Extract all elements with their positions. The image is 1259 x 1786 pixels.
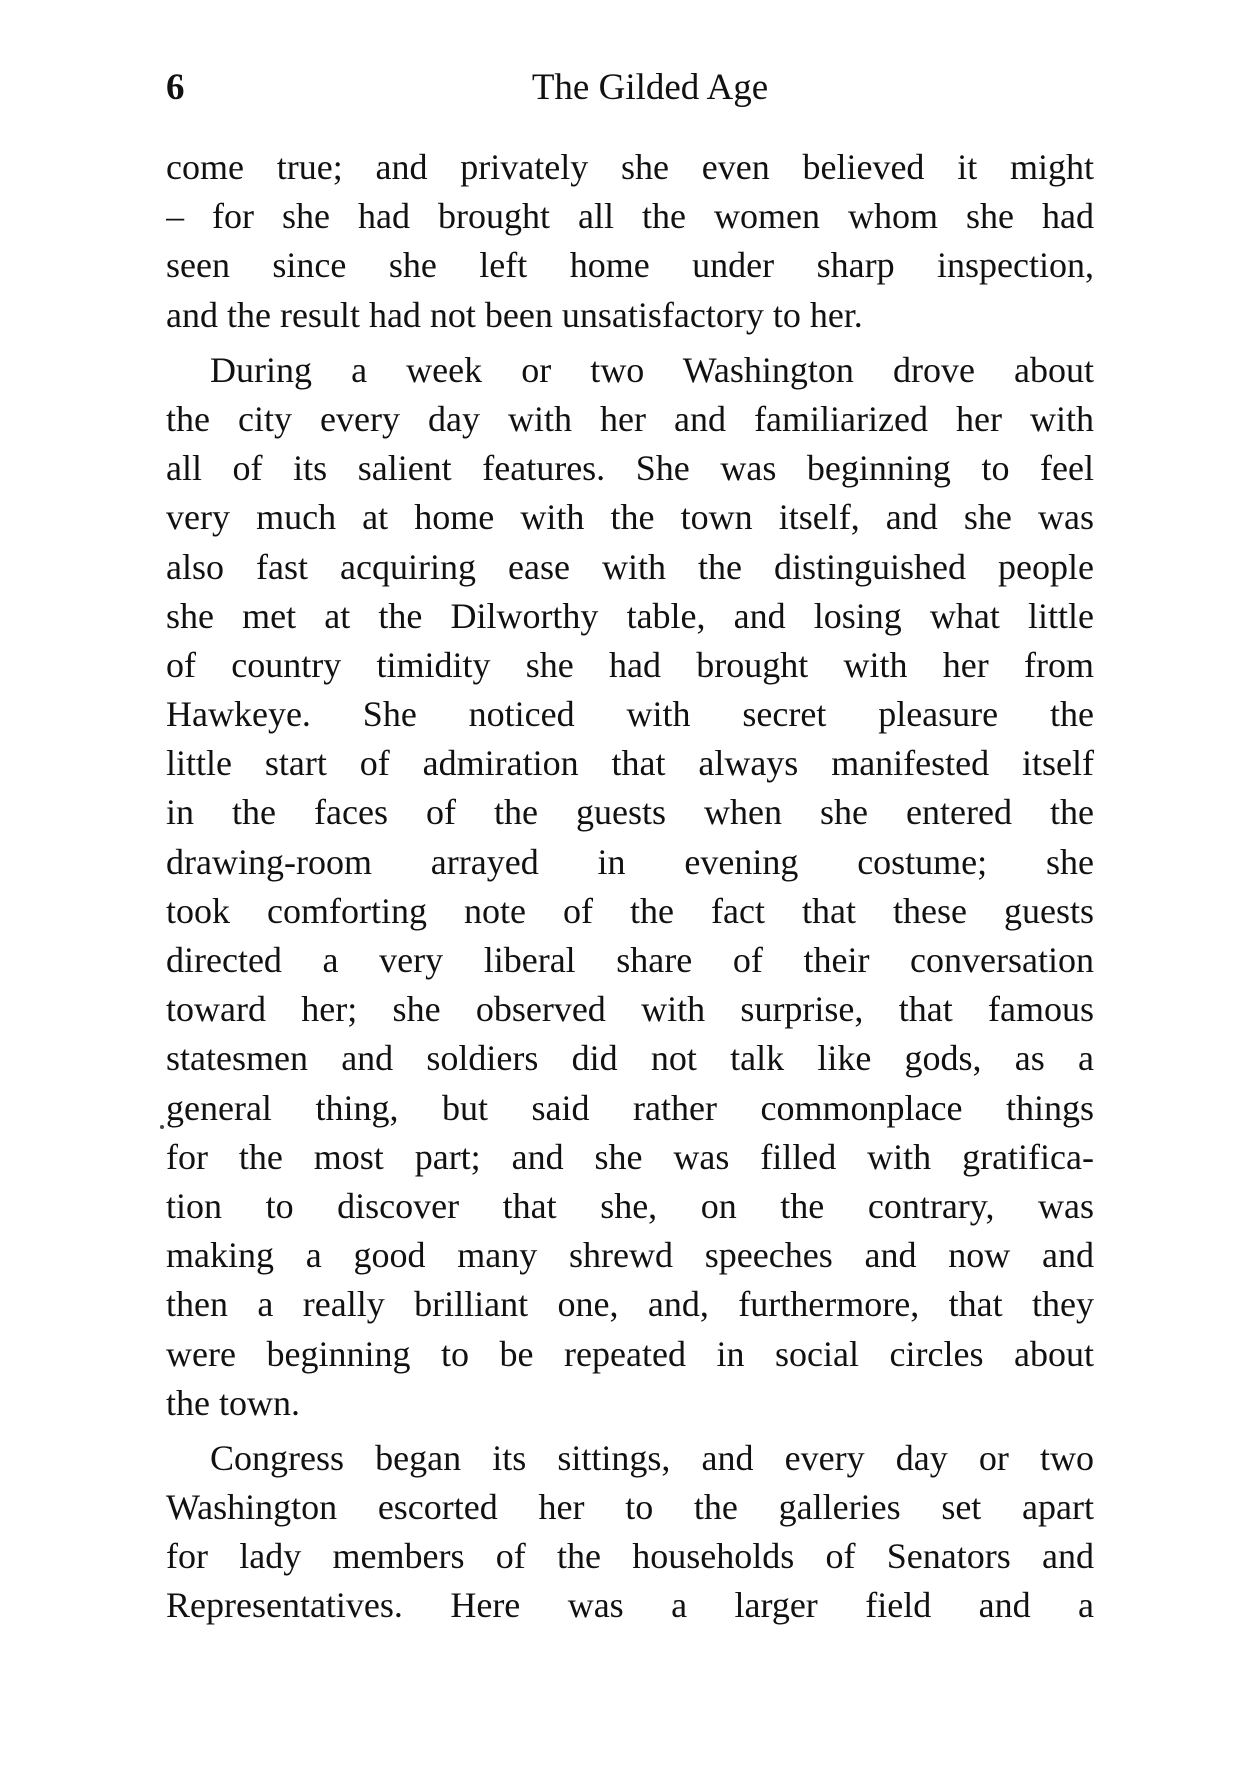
text-line: and the result had not been unsatisfactory to her. (166, 294, 863, 335)
text-line: – for she had brought all the women whom she had (166, 196, 1094, 237)
text-line: statesmen and soldiers did not talk like gods, as a (166, 1038, 1094, 1079)
text-line: toward her; she observed with surprise, that famous (166, 989, 1094, 1030)
text-line: of country timidity she had brought with her from (166, 644, 1094, 685)
text-line: come true; and privately she even believed it might (166, 147, 1094, 187)
text-line: very much at home with the town itself, and she was (166, 497, 1094, 538)
text-line: took comforting note of the fact that these guests (166, 890, 1094, 931)
text-line: Washington escorted her to the galleries set apart (166, 1487, 1094, 1528)
text-line: the town. (166, 1382, 300, 1423)
text-line: were beginning to be repeated in social circles about (166, 1333, 1094, 1374)
text-line: in the faces of the guests when she entered the (166, 792, 1094, 833)
text-line: directed a very liberal share of their conversation (166, 940, 1094, 980)
text-line: making a good many shrewd speeches and now and (166, 1235, 1094, 1276)
text-line: During a week or two Washington drove about (210, 349, 1094, 390)
text-line: for the most part; and she was filled with gratifica- (166, 1136, 1094, 1177)
text-line: she met at the Dilworthy table, and losing what little (166, 595, 1094, 636)
text-line: Representatives. Here was a larger field and a (166, 1585, 1094, 1626)
book-title: The Gilded Age (531, 67, 769, 108)
text-line: seen since she left home under sharp inspection, (166, 245, 1094, 286)
text-line: the city every day with her and familiarized her with (166, 398, 1094, 439)
page-number: 6 (166, 67, 185, 108)
text-line: all of its salient features. She was beginning to feel (166, 448, 1094, 489)
text-line: also fast acquiring ease with the distinguished people (166, 546, 1094, 587)
text-line: drawing-room arrayed in evening costume; she (166, 841, 1094, 882)
text-line: for lady members of the households of Senators and (166, 1536, 1094, 1577)
stray-ink-dot (160, 1125, 164, 1129)
running-head (166, 58, 1094, 118)
text-line: little start of admiration that always manifested itself (166, 743, 1094, 784)
text-line: Hawkeye. She noticed with secret pleasure the (166, 694, 1094, 735)
text-line: general thing, but said rather commonplace things (166, 1087, 1094, 1128)
text-line: Congress began its sittings, and every day or two (210, 1437, 1094, 1478)
text-line: then a really brilliant one, and, furthermore, that they (166, 1284, 1094, 1325)
text-line: tion to discover that she, on the contrary, was (166, 1185, 1094, 1226)
body-text (166, 143, 1094, 1631)
